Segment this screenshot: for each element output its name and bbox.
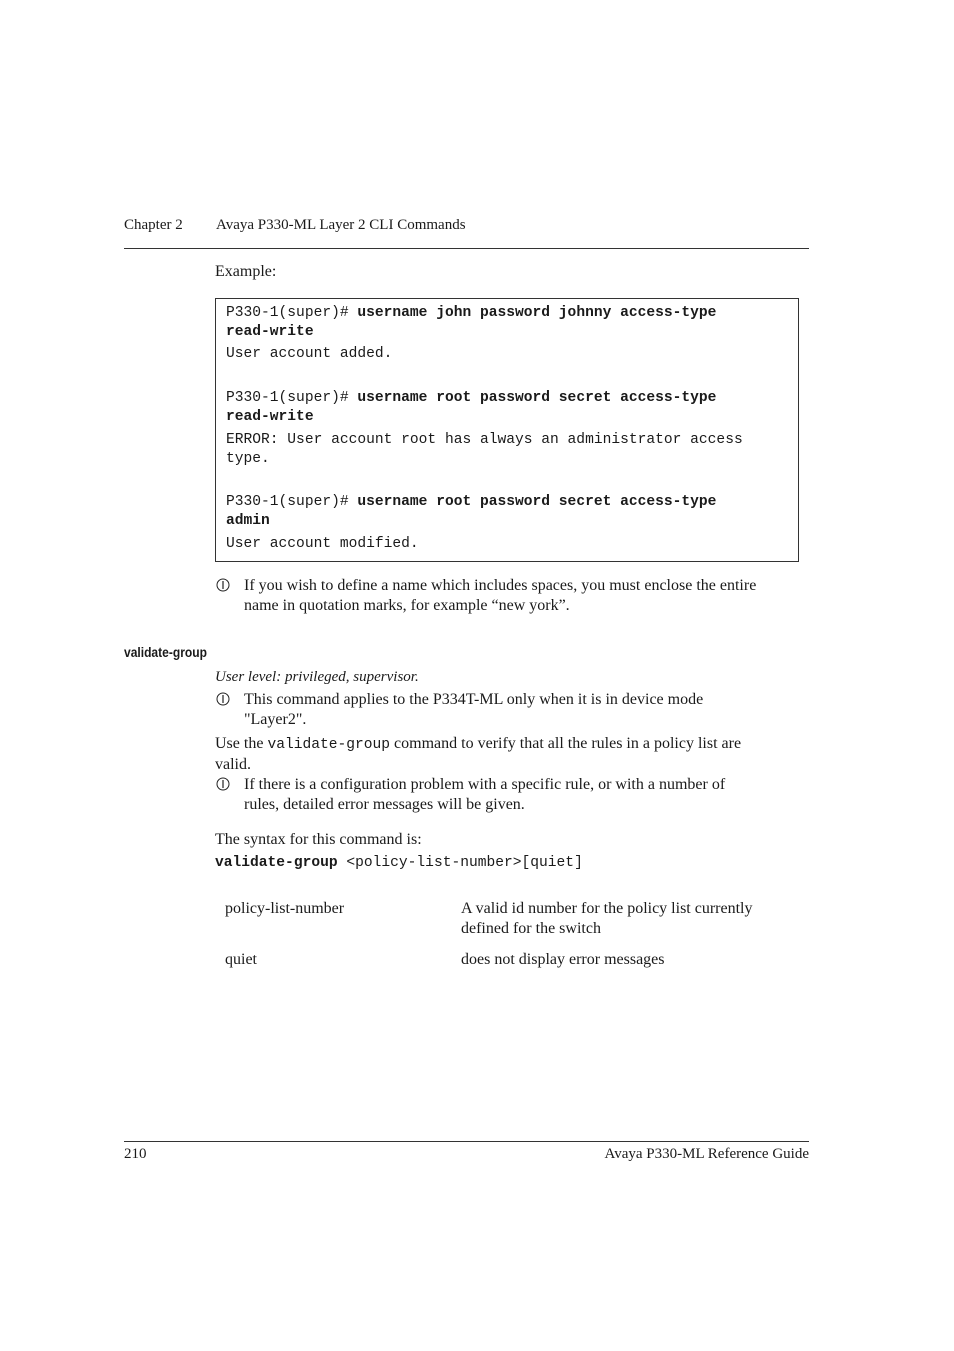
code-example-box xyxy=(215,298,799,562)
note-device-mode: This command applies to the P334T-ML only when it is in device mode "Layer2". xyxy=(244,691,704,728)
code-line: P330-1(super)# username john password johnny access-type xyxy=(226,305,717,321)
page-footer xyxy=(124,1141,809,1162)
page-header xyxy=(124,216,809,249)
syntax-intro: The syntax for this command is: xyxy=(215,831,422,848)
chapter-title: Avaya P330-ML Layer 2 CLI Commands xyxy=(216,217,466,233)
section-title: validate-group xyxy=(124,644,207,660)
chapter-label: Chapter 2 xyxy=(124,217,183,233)
info-circle-icon xyxy=(216,692,230,706)
code-output: ERROR: User account root has always an administrator access xyxy=(226,432,743,448)
param-description: does not display error messages xyxy=(461,951,665,968)
code-line: P330-1(super)# username root password secret access-type xyxy=(226,390,717,406)
param-description: A valid id number for the policy list currently defined for the switch xyxy=(461,900,753,937)
code-line: P330-1(super)# username root password secret access-type xyxy=(226,494,717,510)
note-spaces-in-name: If you wish to define a name which includes spaces, you must enclose the entire name in quotation marks, for example “new york”. xyxy=(244,577,757,614)
note-error-messages: If there is a configuration problem with a specific rule, or with a number of rules, detailed error messages will be given. xyxy=(244,776,726,813)
code-output: type. xyxy=(226,451,270,467)
code-output: User account modified. xyxy=(226,536,419,552)
param-name: policy-list-number xyxy=(225,900,345,917)
page-number: 210 xyxy=(124,1146,147,1162)
info-circle-icon xyxy=(216,578,230,592)
code-line: admin xyxy=(226,513,270,529)
code-line: read-write xyxy=(226,409,314,425)
guide-title: Avaya P330-ML Reference Guide xyxy=(604,1146,809,1162)
example-label: Example: xyxy=(215,263,277,280)
code-output: User account added. xyxy=(226,346,393,362)
info-circle-icon xyxy=(216,777,230,791)
usage-description: Use the validate-group command to verify that all the rules in a policy list are valid. xyxy=(215,735,742,773)
param-name: quiet xyxy=(225,951,257,968)
syntax-line: validate-group <policy-list-number>[quiet] xyxy=(215,855,583,871)
code-line: read-write xyxy=(226,324,314,340)
user-level: User level: privileged, supervisor. xyxy=(215,669,419,685)
